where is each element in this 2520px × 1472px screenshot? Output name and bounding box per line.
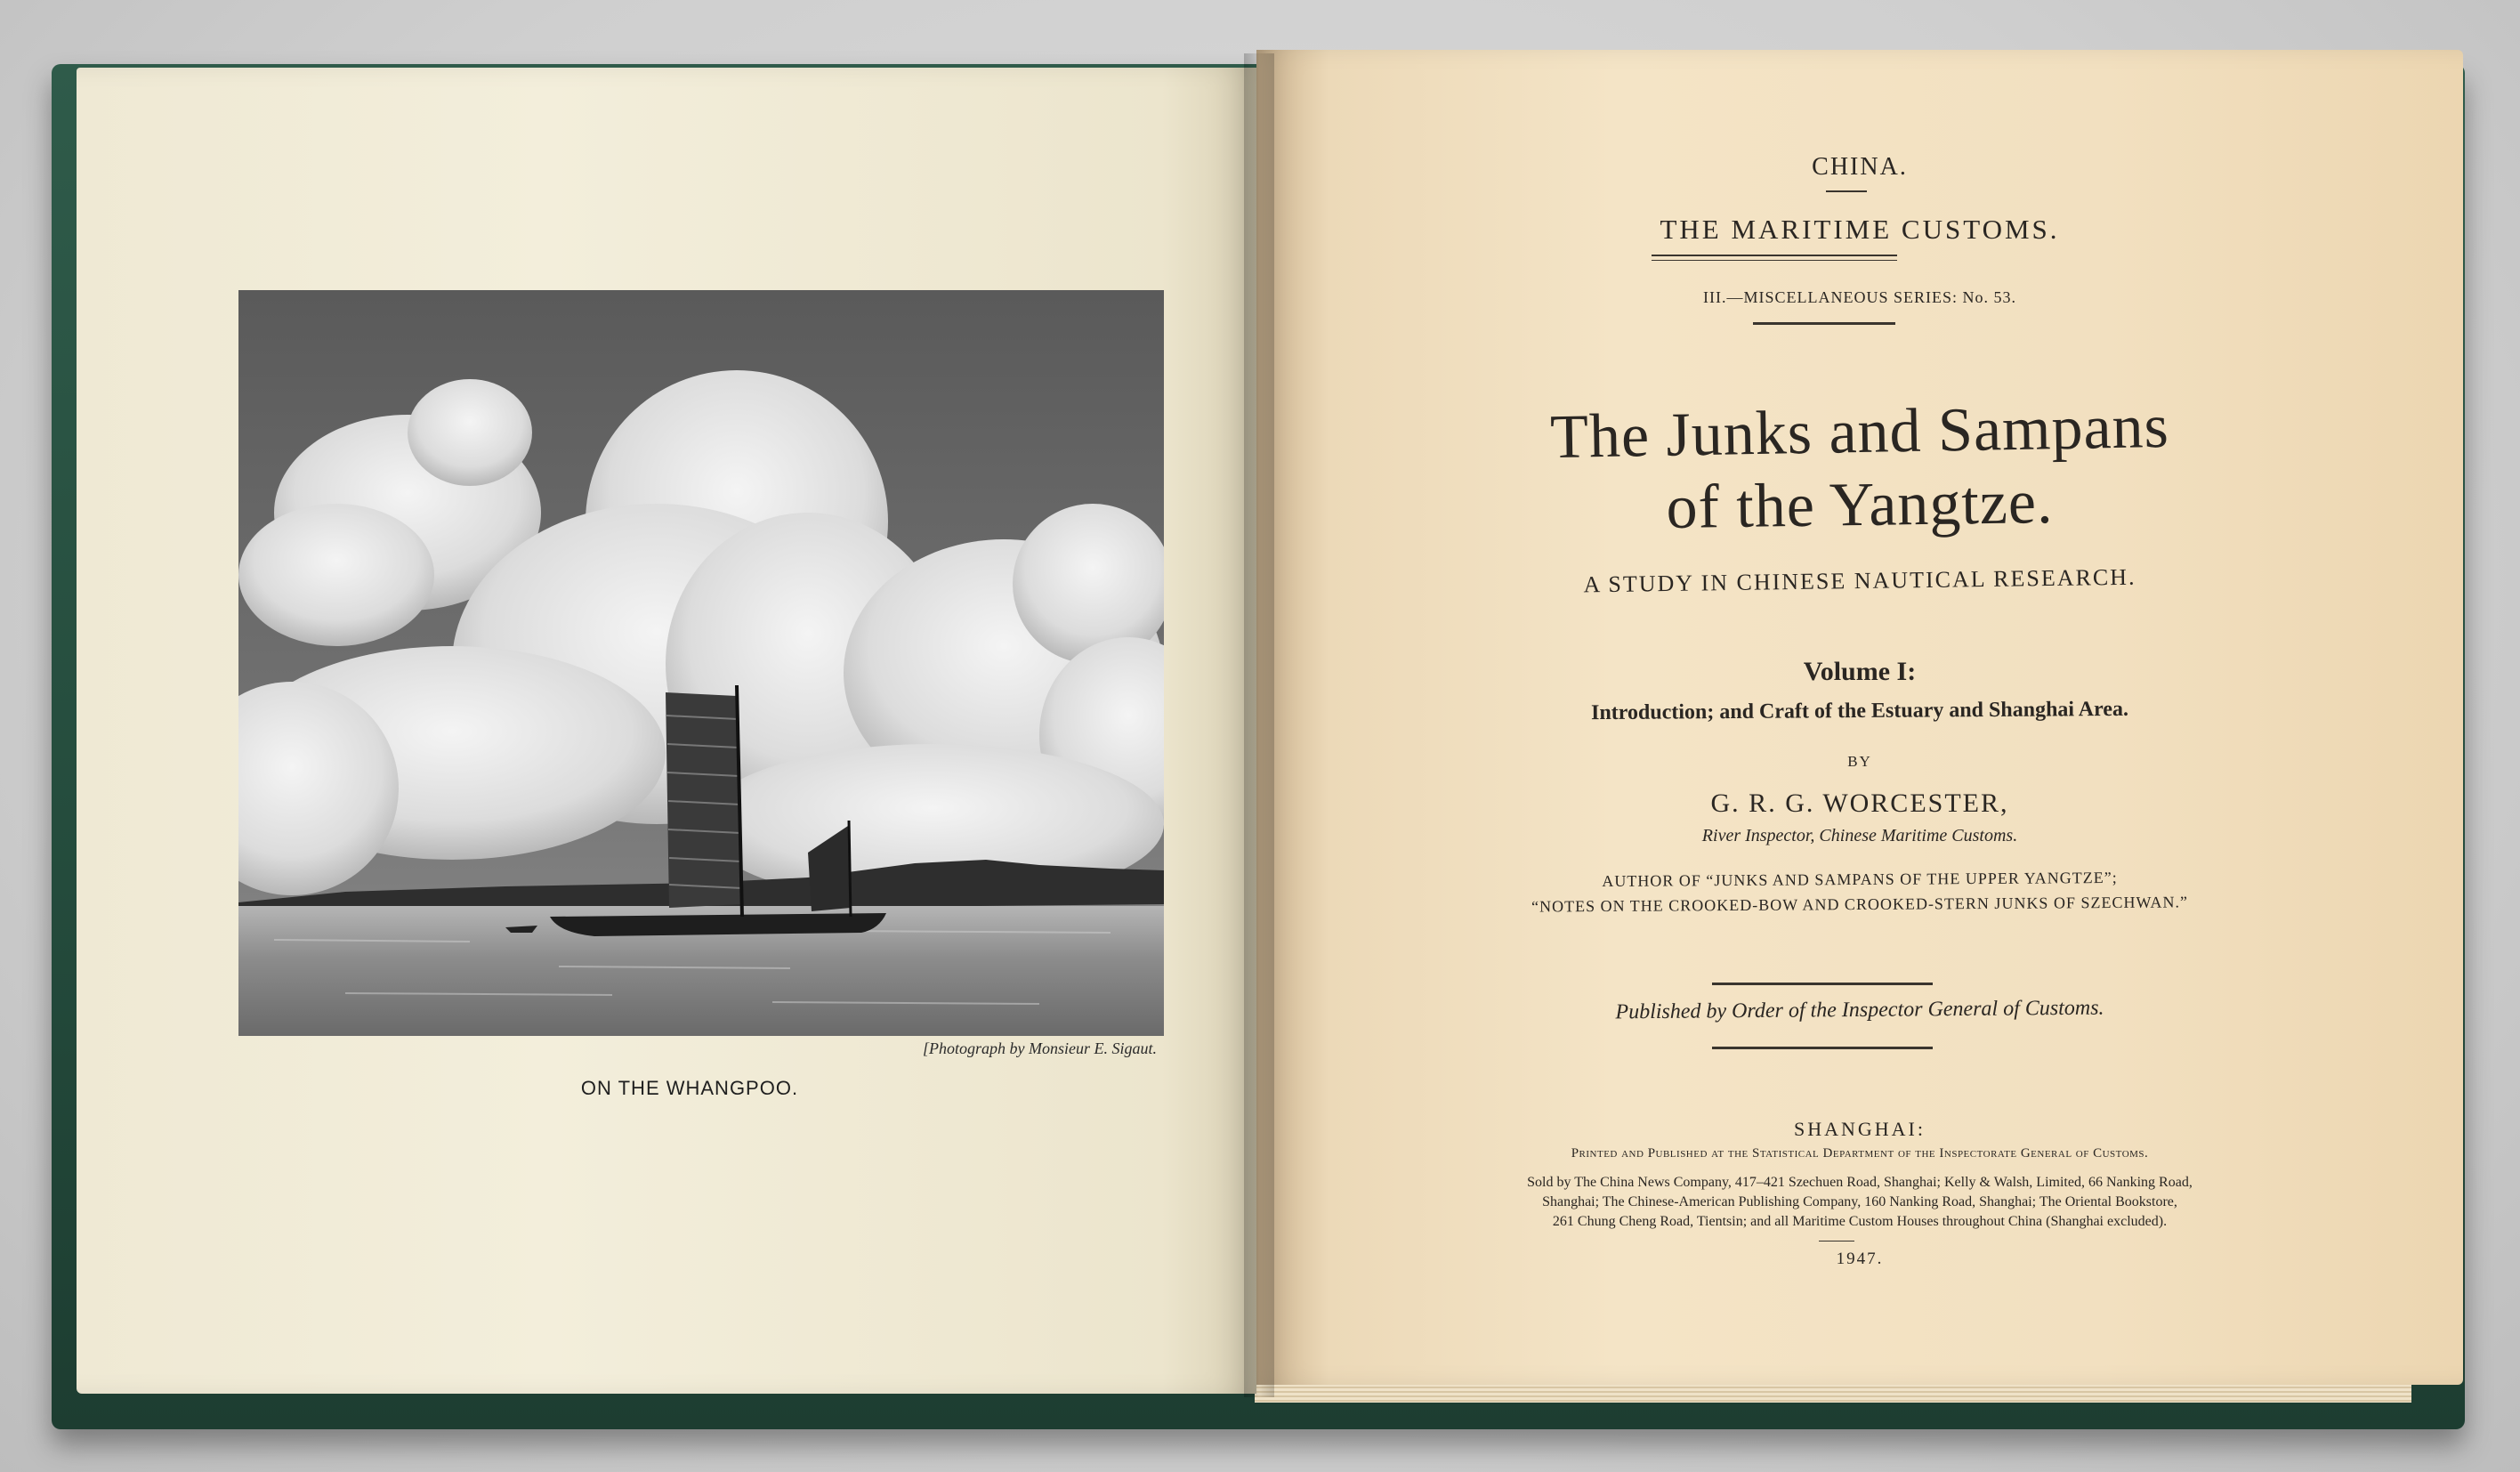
- divider: [1652, 260, 1897, 261]
- service-heading: THE MARITIME CUSTOMS.: [1660, 214, 2060, 245]
- sellers-line: 261 Chung Cheng Road, Tientsin; and all Maritime Custom Houses throughout China (Shanghai excluded).: [1552, 1214, 2168, 1229]
- divider: [1826, 190, 1867, 192]
- volume-label: Volume I:: [1803, 657, 1917, 686]
- sellers-block: [1264, 1173, 2456, 1232]
- volume-description: Introduction; and Craft of the Estuary and Shanghai Area.: [1590, 697, 2129, 725]
- book-title-line2: of the Yangtze.: [1666, 467, 2054, 543]
- author-works-line2: “NOTES ON THE CROOKED-BOW AND CROOKED-STERN JUNKS OF SZECHWAN.”: [1531, 893, 2188, 916]
- sellers-line: Sold by The China News Company, 417–421 Szechuen Road, Shanghai; Kelly & Walsh, Limited, 66 Nanking Road,: [1527, 1175, 2193, 1190]
- author-name: G. R. G. WORCESTER,: [1710, 789, 2009, 818]
- country-heading: CHINA.: [1812, 153, 1908, 181]
- divider: [1652, 255, 1897, 256]
- author-role: River Inspector, Chinese Maritime Customs.: [1701, 826, 2018, 845]
- frontispiece-photo: [238, 290, 1164, 1036]
- divider: [1712, 983, 1933, 985]
- by-label: BY: [1847, 753, 1872, 770]
- publication-place: SHANGHAI:: [1794, 1118, 1926, 1140]
- divider: [1712, 1047, 1933, 1049]
- book-subtitle: A STUDY IN CHINESE NAUTICAL RESEARCH.: [1583, 563, 2136, 598]
- printer-line: Printed and Published at the Statistical Department of the Inspectorate General of Customs.: [1571, 1146, 2149, 1161]
- photo-credit: [Photograph by Monsieur E. Sigaut.: [923, 1039, 1157, 1057]
- divider: [1753, 322, 1895, 325]
- author-works-line1: AUTHOR OF “JUNKS AND SAMPANS OF THE UPPER YANGTZE”;: [1602, 868, 2118, 891]
- series-line: III.—MISCELLANEOUS SERIES: No. 53.: [1703, 288, 2016, 306]
- sellers-line: Shanghai; The Chinese-American Publishing Company, 160 Nanking Road, Shanghai; The Oriental Bookstore,: [1542, 1194, 2177, 1209]
- photo-caption: ON THE WHANGPOO.: [580, 1077, 799, 1099]
- published-by: Published by Order of the Inspector General of Customs.: [1615, 996, 2104, 1024]
- publication-year: 1947.: [1836, 1250, 1884, 1268]
- book-title-line1: The Junks and Sampans: [1549, 392, 2170, 473]
